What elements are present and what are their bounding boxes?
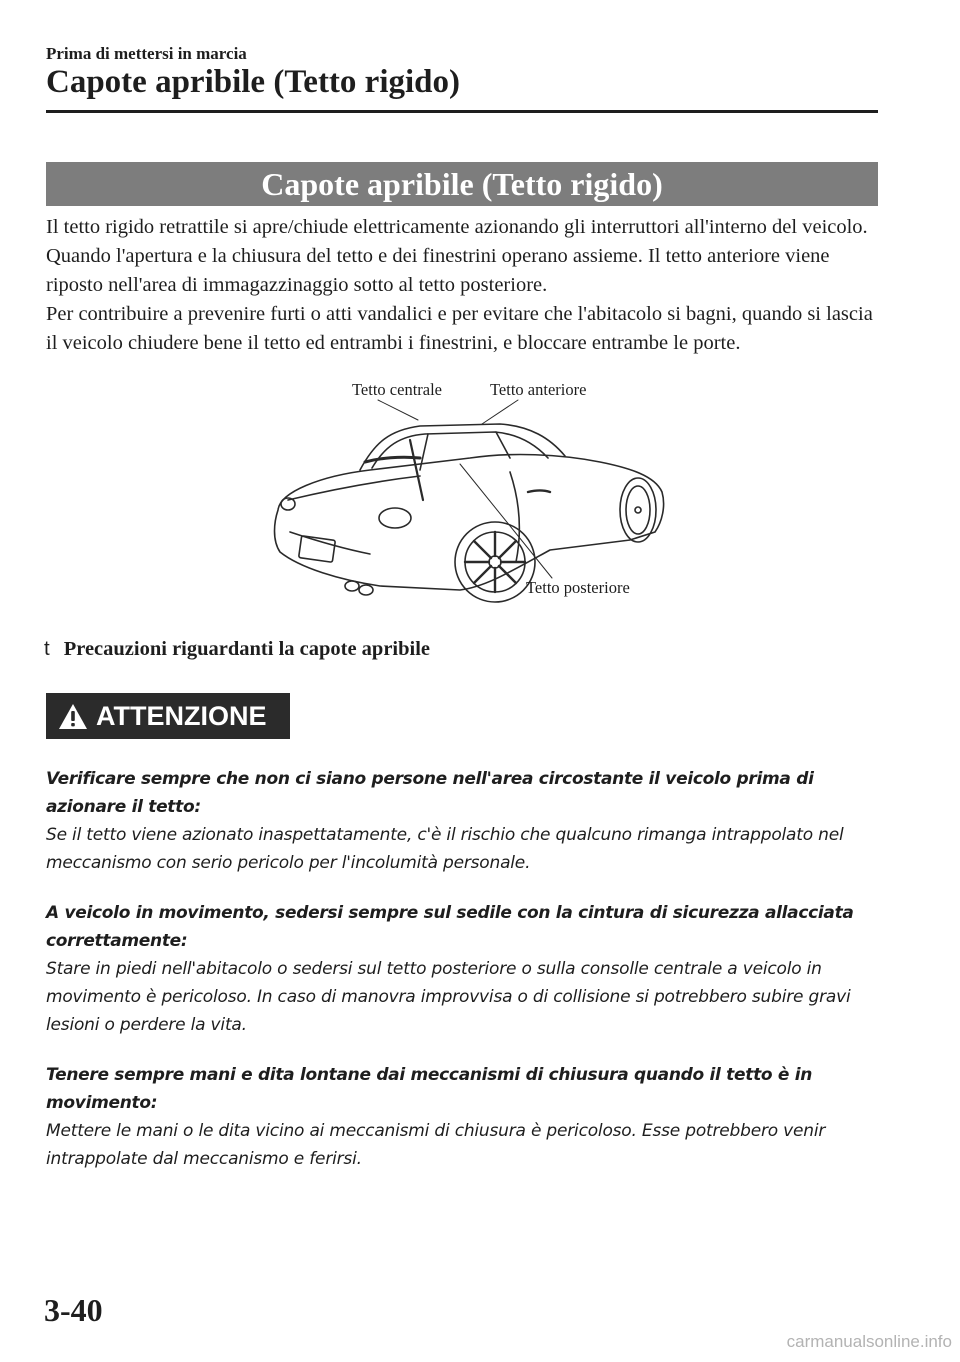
watermark: carmanualsonline.info xyxy=(786,1332,952,1351)
warning-item xyxy=(46,899,886,1039)
intro-text xyxy=(46,213,886,358)
warning-title: Tenere sempre mani e dita lontane dai meccanismi di chiusura quando il tetto è in movimento: xyxy=(46,1065,813,1113)
warning-body: Stare in piedi nell'abitacolo o sedersi sul tetto posteriore o sulla consolle centrale a veicolo in movimento è pericoloso. In caso di manovra improvvisa o di collisione si potrebbero subire gravi lesioni o perdere la vita. xyxy=(46,959,851,1035)
label-rear-roof: Tetto posteriore xyxy=(526,578,630,597)
header-rule xyxy=(46,110,878,113)
label-front-roof: Tetto anteriore xyxy=(490,380,587,399)
car-figure xyxy=(260,372,680,612)
intro-paragraph-1: Il tetto rigido retrattile si apre/chiude elettricamente azionando gli interruttori all'interno del veicolo. Quando l'apertura e la chiusura del tetto e dei finestrini operano assieme. Il tetto anteriore viene riposto nell'area di immagazzinaggio sotto al tetto posteriore. xyxy=(46,216,868,296)
warning-title: A veicolo in movimento, sedersi sempre sul sedile con la cintura di sicurezza allacciata correttamente: xyxy=(46,903,854,951)
warning-body: Mettere le mani o le dita vicino ai meccanismi di chiusura è pericoloso. Esse potrebbero venir intrappolate dal meccanismo e ferirsi. xyxy=(46,1121,826,1169)
warning-item xyxy=(46,765,886,877)
warning-triangle-icon xyxy=(58,703,88,730)
car-illustration xyxy=(260,372,680,612)
warning-item xyxy=(46,1061,886,1173)
warning-body: Se il tetto viene azionato inaspettatamente, c'è il rischio che qualcuno rimanga intrappolato nel meccanismo con serio pericolo per l'incolumità personale. xyxy=(46,825,844,873)
warning-badge-label: ATTENZIONE xyxy=(96,700,267,731)
intro-paragraph-2: Per contribuire a prevenire furti o atti vandalici e per evitare che l'abitacolo si bagni, quando si lascia il veicolo chiudere bene il tetto ed entrambi i finestrini, e bloccare entrambe le porte. xyxy=(46,303,873,354)
warnings-list xyxy=(46,765,886,1195)
chapter-title: Prima di mettersi in marcia xyxy=(46,44,247,63)
label-center-roof: Tetto centrale xyxy=(352,380,443,399)
warning-title: Verificare sempre che non ci siano persone nell'area circostante il veicolo prima di azionare il tetto: xyxy=(46,769,814,817)
precautions-heading-text: Precauzioni riguardanti la capote apribile xyxy=(63,638,431,660)
warning-badge xyxy=(46,693,290,739)
page-number: 3-40 xyxy=(44,1292,103,1328)
bullet-marker: t xyxy=(44,637,50,660)
precautions-heading xyxy=(44,637,430,661)
section-banner: Capote apribile (Tetto rigido) xyxy=(46,162,878,206)
page-header-title: Capote apribile (Tetto rigido) xyxy=(46,64,460,100)
